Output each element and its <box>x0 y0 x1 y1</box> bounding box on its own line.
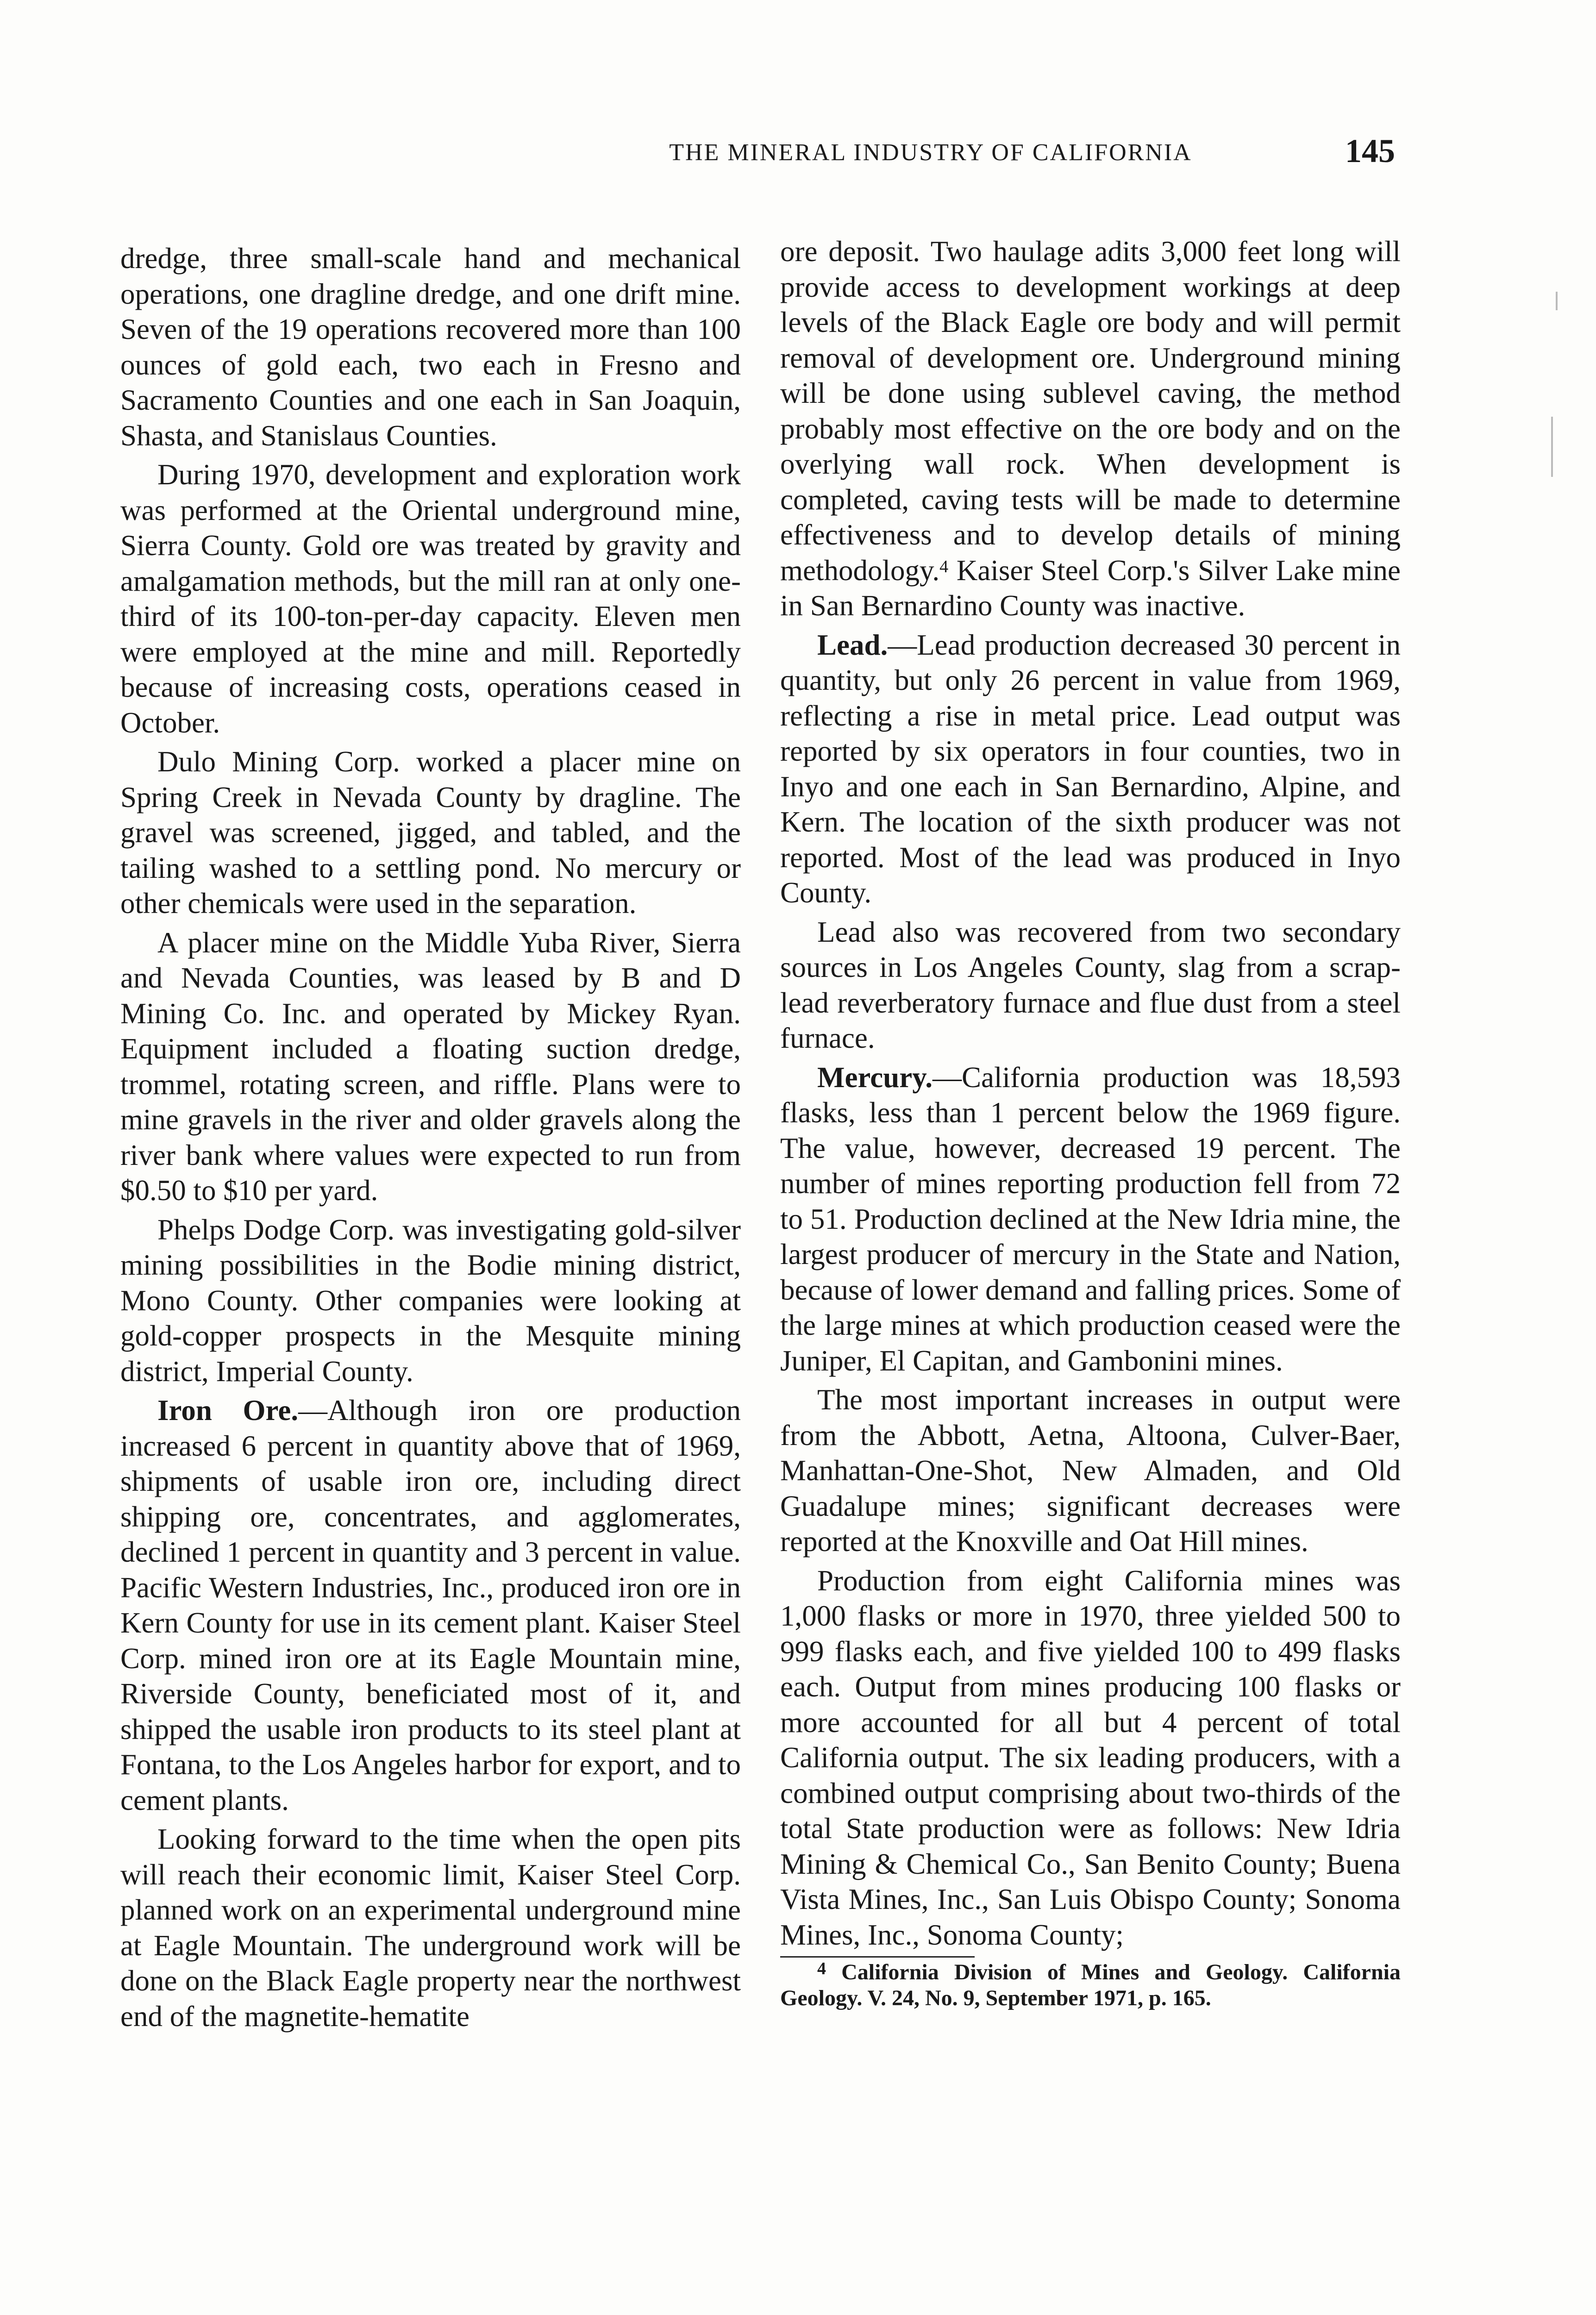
paragraph-text: —Although iron ore production increased 6 percent in quantity above that of 1969, shipments of usable iron ore, including direct shipping ore, concentrates, and agglomerates, declined 1 percent in quantity and 3 percent in value. Pacific Western Industries, Inc., produced iron ore in Kern County for use in its cement plant. Kaiser Steel Corp. mined iron ore at its Eagle Mountain mine, Riverside County, beneficiated most of it, and shipped the usable iron products to its steel plant at Fontana, to the Los Angeles harbor for export, and to cement plants. <box>120 1394 741 1816</box>
footnote-rule <box>780 1956 975 1958</box>
left-column <box>120 241 741 2038</box>
paragraph: Lead also was recovered from two secondary sources in Los Angeles County, slag from a scrap-lead reverberatory furnace and flue dust from a steel furnace. <box>780 915 1401 1054</box>
margin-mark <box>1556 292 1558 310</box>
paragraph <box>780 234 1401 624</box>
paragraph: Production from eight California mines was 1,000 flasks or more in 1970, three yielded 500 to 999 flasks each, and five yielded 100 to 499 flasks each. Output from mines producing 100 flasks or more accounted for all but 4 percent of total California output. The six leading producers, with a combined output comprising about two-thirds of the total State production were as follows: New Idria Mining & Chemical Co., San Benito County; Buena Vista Mines, Inc., San Luis Obispo County; Sonoma Mines, Inc., Sonoma County; <box>780 1564 1401 1951</box>
paragraph-text: —California production was 18,593 flasks, less than 1 percent below the 1969 figure. The value, however, decreased 19 percent. The number of mines reporting production fell from 72 to 51. Production declined at the New Idria mine, the largest producer of mercury in the State and Nation, because of lower demand and falling prices. Some of the large mines at which production ceased were the Juniper, El Capitan, and Gambonini mines. <box>780 1061 1401 1377</box>
footnote-reference: 4 <box>939 557 949 576</box>
paragraph-text: Kaiser Steel Corp.'s Silver Lake mine in San Bernardino County was inactive. <box>780 554 1401 622</box>
paragraph-mercury <box>780 1060 1401 1379</box>
paragraph: The most important increases in output were from the Abbott, Aetna, Altoona, Culver-Baer, Manhattan-One-Shot, New Almaden, and Old Guadalupe mines; significant decreases were reported at the Knoxville and Oat Hill mines. <box>780 1383 1401 1558</box>
paragraph-text: —Lead production decreased 30 percent in quantity, but only 26 percent in value from 1969, reflecting a rise in metal price. Lead output was reported by six operators in four counties, two in Inyo and one each in San Bernardino, Alpine, and Kern. The location of the sixth producer was not reported. Most of the lead was produced in Inyo County. <box>780 628 1401 909</box>
paragraph-text: ore deposit. Two haulage adits 3,000 feet long will provide access to development workings at deep levels of the Black Eagle ore body and will permit removal of development ore. Underground mining will be done using sublevel caving, the method probably most effective on the ore body and on the overlying wall rock. When development is completed, caving tests will be made to determine effectiveness and to develop details of mining methodology. <box>780 235 1401 587</box>
running-title: THE MINERAL INDUSTRY OF CALIFORNIA <box>669 139 1192 166</box>
section-heading-lead: Lead. <box>817 628 888 661</box>
page-number: 145 <box>1345 132 1395 169</box>
paragraph: During 1970, development and exploration work was performed at the Oriental underground mine, Sierra County. Gold ore was treated by gravity and amalgamation methods, but the mill ran at only one-third of its 100-ton-per-day capacity. Eleven men were employed at the mine and mill. Reportedly because of increasing costs, operations ceased in October. <box>120 458 741 739</box>
section-heading-mercury: Mercury. <box>817 1061 933 1094</box>
right-column <box>780 234 1401 2015</box>
footnote-marker: 4 <box>817 1959 826 1978</box>
paragraph-iron-ore <box>120 1393 741 1818</box>
paragraph: A placer mine on the Middle Yuba River, Sierra and Nevada Counties, was leased by B and D Mining Co. Inc. and operated by Mickey Ryan. Equipment included a floating suction dredge, trommel, rotating screen, and riffle. Plans were to mine gravels in the river and older gravels along the river bank where values were expected to run from $0.50 to $10 per yard. <box>120 926 741 1207</box>
footnote <box>780 1959 1401 2011</box>
paragraph-lead <box>780 627 1401 911</box>
footnote-text: California Division of Mines and Geology. California Geology. V. 24, No. 9, September 1971, p. 165. <box>780 1960 1401 2010</box>
section-heading-iron-ore: Iron Ore. <box>157 1394 299 1427</box>
paragraph: dredge, three small-scale hand and mechanical operations, one dragline dredge, and one drift mine. Seven of the 19 operations recovered more than 100 ounces of gold each, two each in Fresno and Sacramento Counties and one each in San Joaquin, Shasta, and Stanislaus Counties. <box>120 242 741 452</box>
paragraph: Phelps Dodge Corp. was investigating gold-silver mining possibilities in the Bodie mining district, Mono County. Other companies were looking at gold-copper prospects in the Mesquite mining district, Imperial County. <box>120 1213 741 1388</box>
paragraph: Looking forward to the time when the open pits will reach their economic limit, Kaiser Steel Corp. planned work on an experimental underground mine at Eagle Mountain. The underground work will be done on the Black Eagle property near the northwest end of the magnetite-hematite <box>120 1823 741 2033</box>
margin-mark <box>1551 417 1553 477</box>
paragraph: Dulo Mining Corp. worked a placer mine on Spring Creek in Nevada County by dragline. The gravel was screened, jigged, and tabled, and the tailing washed to a settling pond. No mercury or other chemicals were used in the separation. <box>120 745 741 920</box>
